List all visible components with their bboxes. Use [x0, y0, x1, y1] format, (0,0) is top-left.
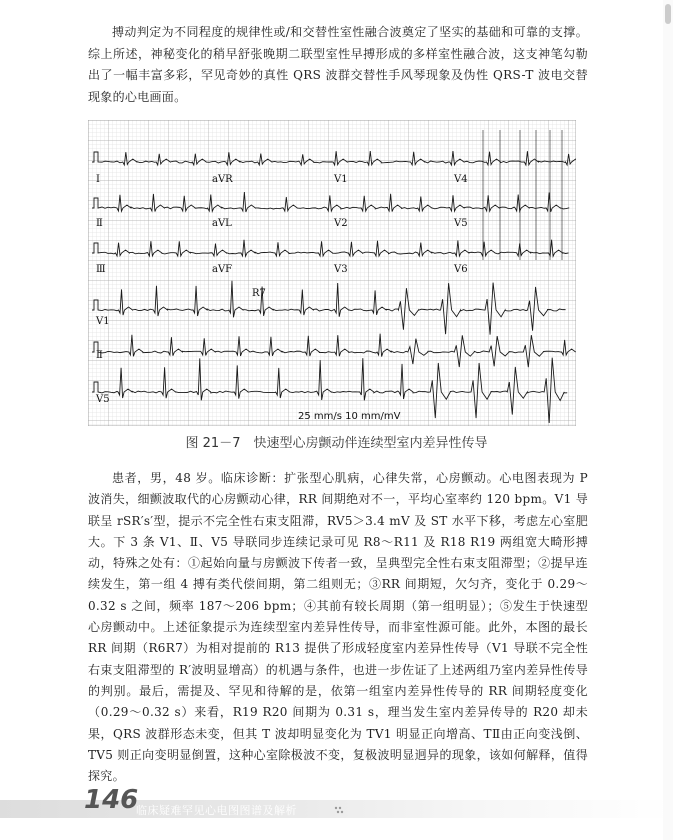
- lead-label-left: V1: [96, 316, 110, 327]
- beat-marker-r7: R7: [252, 288, 266, 299]
- lead-label-chest: V3: [334, 264, 348, 275]
- intro-paragraph: 搏动判定为不同程度的规律性或/和交替性室性融合波奠定了坚实的基础和可靠的支撑。综上所述，神秘变化的稍早舒张晚期二联型室性早搏形成的多样室性融合波，这支神笔勾勒出了一幅丰富多彩，罕见奇妙的真性 QRS 波群交替性手风琴现象及伪性 QRS-T 波电交替现象的心电画面。: [88, 25, 588, 104]
- lead-label-limb: aVF: [212, 264, 233, 275]
- lead-label-left: Ⅱ: [96, 218, 103, 229]
- lead-label-limb: aVR: [212, 174, 233, 185]
- lead-label-left: Ⅲ: [96, 264, 106, 275]
- footer-book-title: 临床疑难罕见心电图图谱及解析: [136, 804, 297, 817]
- ecg-grid: [88, 120, 576, 426]
- lead-label-chest: V6: [454, 264, 468, 275]
- lead-label-limb: aVL: [212, 218, 232, 229]
- lead-label-chest: V2: [334, 218, 348, 229]
- scrollbar-thumb[interactable]: [665, 4, 671, 24]
- lead-label-left: Ⅱ: [96, 350, 103, 361]
- ecg-figure: [88, 120, 576, 426]
- lead-label-left: V5: [96, 394, 110, 405]
- page-number: 146: [84, 785, 139, 815]
- case-paragraph: 患者，男，48 岁。临床诊断：扩张型心肌病，心律失常，心房颤动。心电图表现为 P 波消失，细颤波取代的心房颤动心律，RR 间期绝对不一，平均心室率约 120 bpm。V1 导联呈 rSR′s′型，提示不完全性右束支阻滞，RV5＞3.4 mV 及 ST 水平下移，考虑左心室肥大。下 3 条 V1、Ⅱ、V5 导联同步连续记录可见 R8～R11 及 R18 R19 两组宽大畸形搏动，特殊之处有：①起始向量与房颤波下传者一致，呈典型完全性右束支阻滞型；②提早连续发生，第一组 4 搏有类代偿间期，第二组则无；③RR 间期短，欠匀齐，变化于 0.29～0.32 s 之间，频率 187～206 bpm；④其前有较长周期（第一组明显）；⑤发生于快速型心房颤动中。上述征象提示为连续型室内差异性传导，而非室性源可能。此外，本图的最长 RR 间期（R6R7）为相对提前的 R13 提供了形成轻度室内差异性传导（V1 导联不完全性右束支阻滞型的 R′波明显增高）的机遇与条件，也进一步佐证了上述两组乃室内差异性传导的判别。最后，需提及、罕见和待解的是，依第一组室内差异性传导的 RR 间期轻度变化（0.29～0.32 s）来看，R19 R20 间期为 0.31 s，理当发生室内差异传导的 R20 却未果，QRS 波群形态未变，但其 T 波却明显变化为 TV1 明显正向增高、TⅡ由正向变浅倒、TV5 则正向变明显倒置，这种心室除极波不变，复极波明显迥异的现象，该如何解释，值得探究。: [88, 471, 588, 784]
- lead-label-left: Ⅰ: [96, 174, 100, 185]
- lead-label-chest: V5: [454, 218, 468, 229]
- ecg-speed-label: 25 mm/s 10 mm/mV: [298, 411, 401, 422]
- scrollbar[interactable]: [663, 0, 673, 840]
- lead-label-chest: V4: [454, 174, 468, 185]
- figure-caption: 图 21－7 快速型心房颤动伴连续型室内差异性传导: [185, 436, 488, 451]
- footer-ornament-icon: [334, 806, 344, 814]
- lead-label-chest: V1: [334, 174, 348, 185]
